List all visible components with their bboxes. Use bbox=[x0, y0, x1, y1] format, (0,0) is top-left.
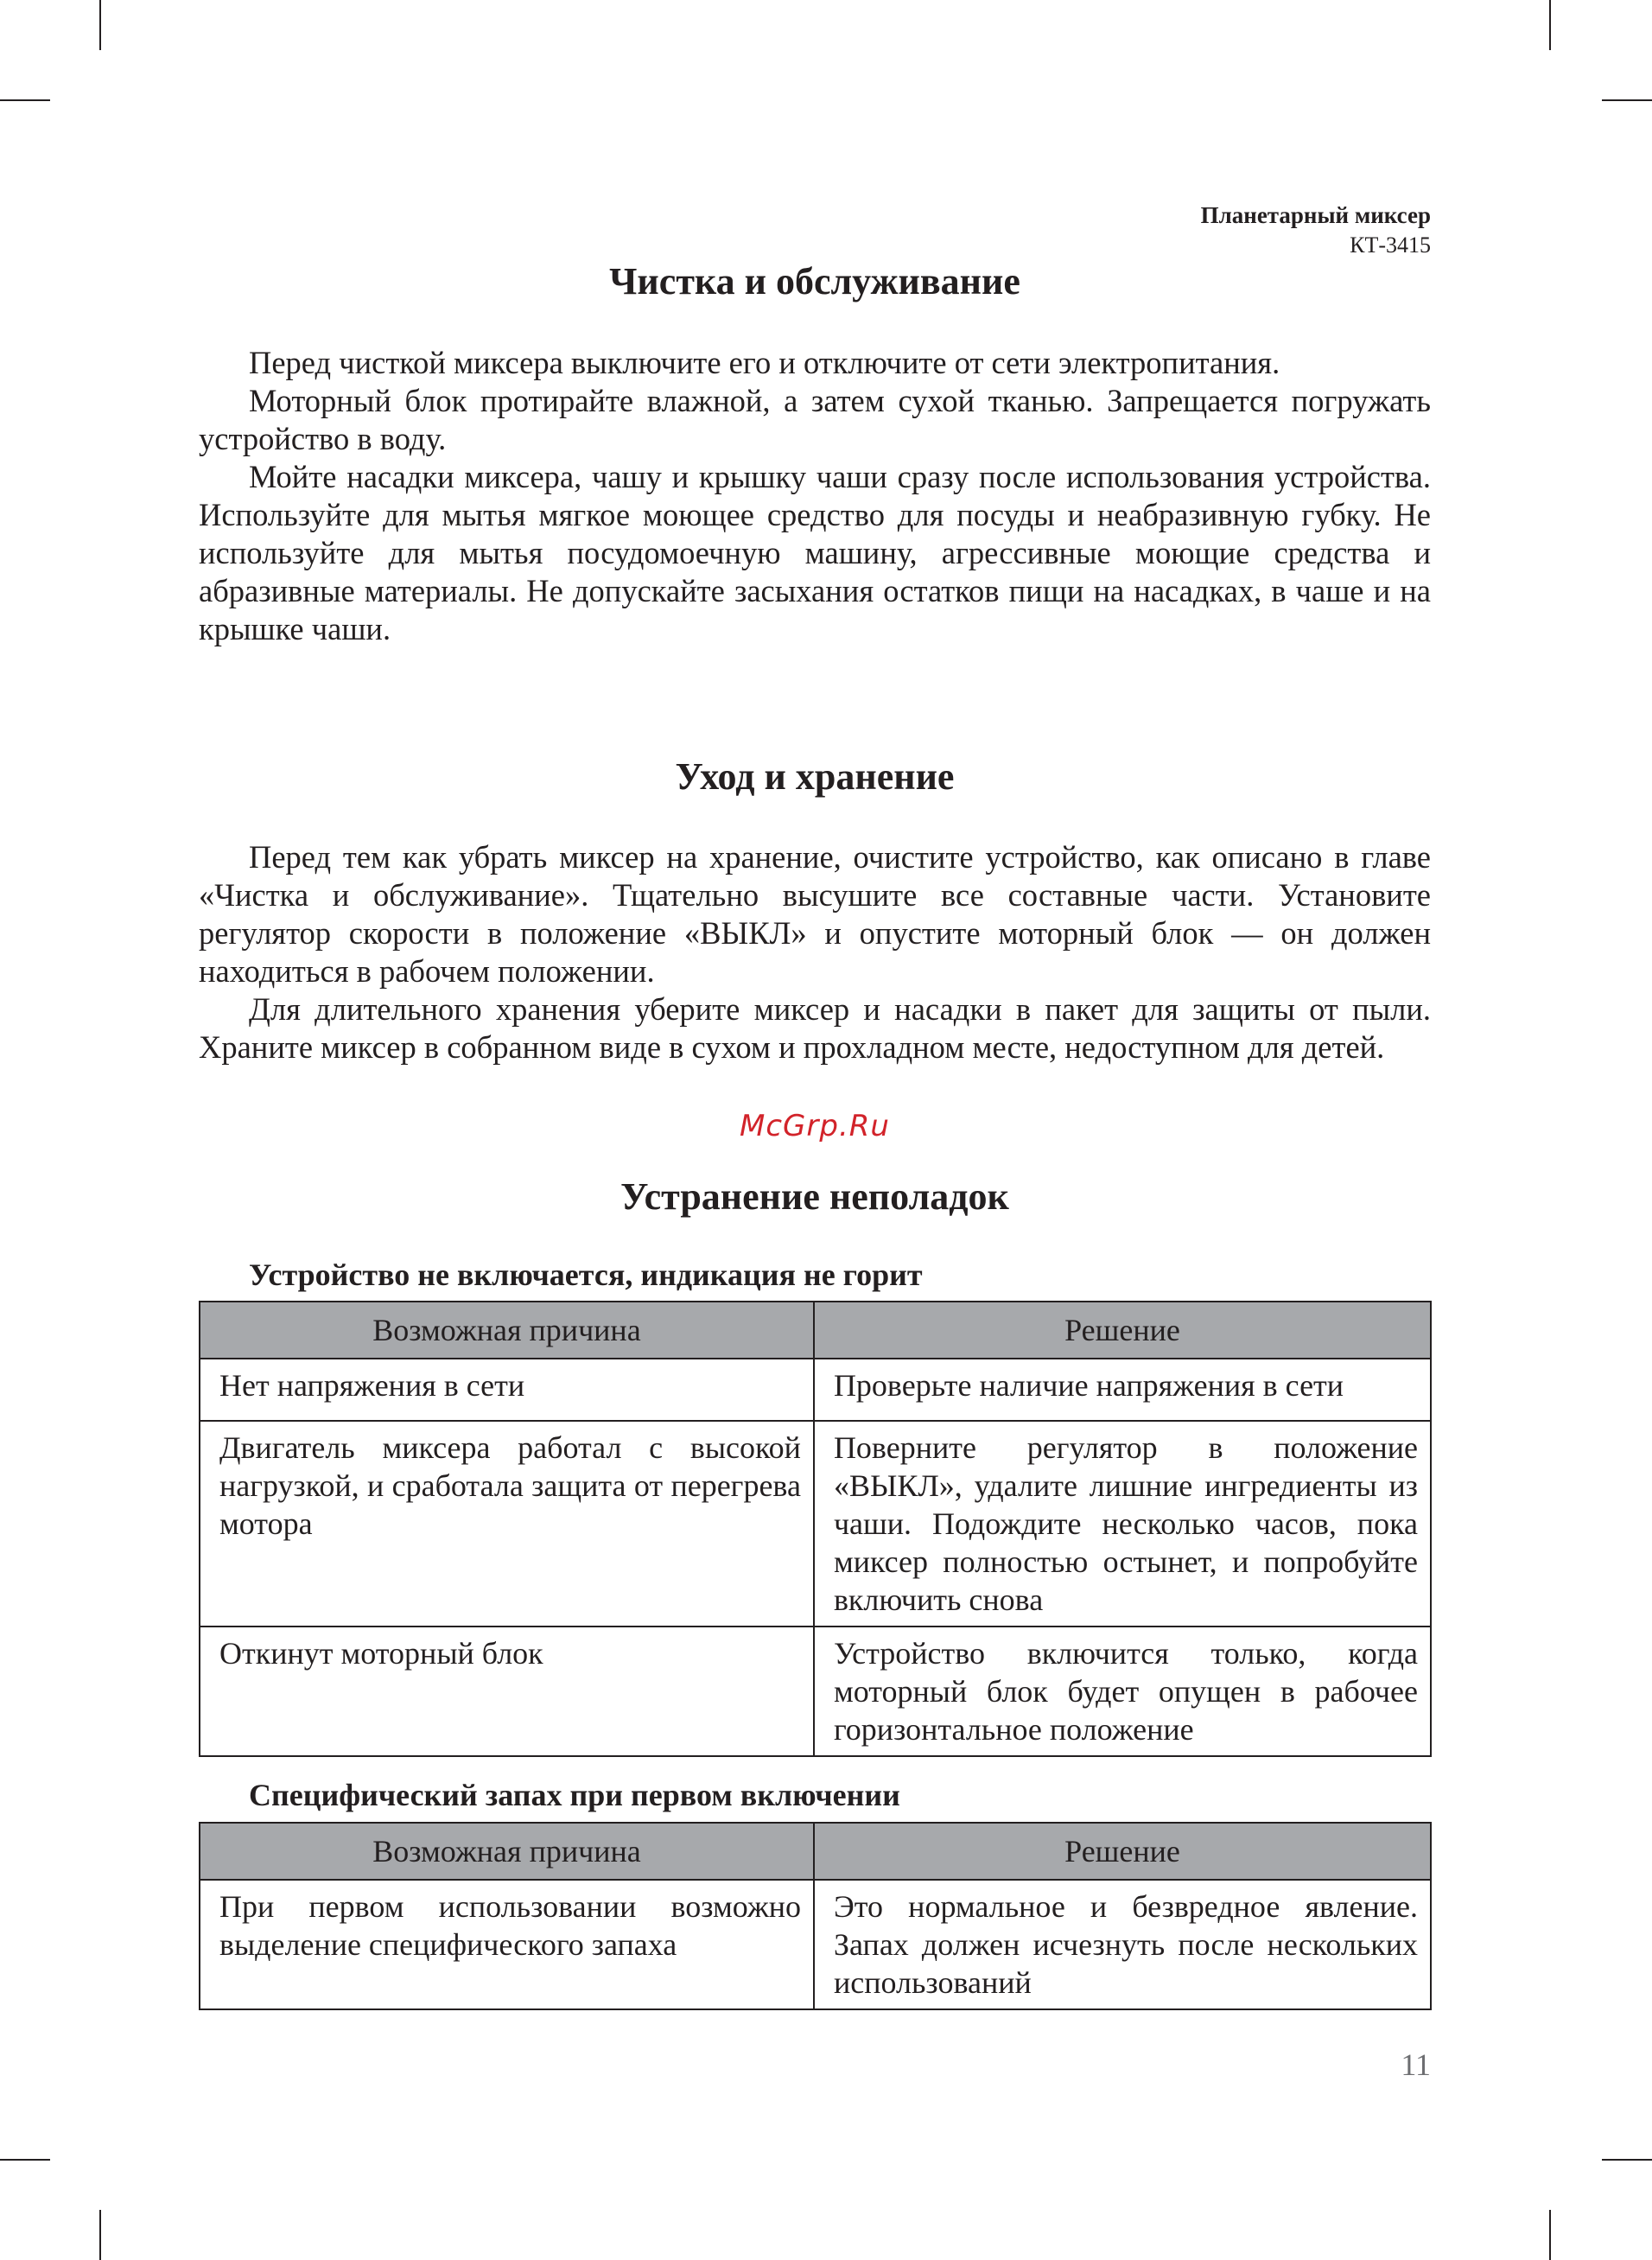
paragraph: Для длительного хранения уберите миксер и насадки в пакет для защиты от пыли. Храните миксер в собранном виде в сухом и прохладном месте, недоступном для детей. bbox=[199, 991, 1431, 1065]
table-row bbox=[200, 1627, 1431, 1756]
crop-mark bbox=[1602, 2159, 1652, 2161]
crop-mark bbox=[0, 2159, 50, 2161]
solution-cell: Устройство включится только, когда моторный блок будет опущен в рабочее горизонтальное положение bbox=[814, 1627, 1431, 1756]
cause-cell: Нет напряжения в сети bbox=[200, 1359, 814, 1421]
watermark: McGrp.Ru bbox=[740, 1109, 890, 1143]
cause-cell: Двигатель миксера работал с высокой нагрузкой, и сработала защита от перегрева мотора bbox=[200, 1421, 814, 1627]
crop-mark bbox=[1549, 2210, 1551, 2260]
page-header bbox=[1201, 201, 1431, 260]
storage-title: Уход и хранение bbox=[675, 755, 955, 798]
crop-mark bbox=[0, 99, 50, 101]
table-header-row bbox=[200, 1302, 1431, 1359]
paragraph: Мойте насадки миксера, чашу и крышку чаши сразу после использования устройства. Используйте для мытья мягкое моющее средство для посуды и неабразивную губку. Не используйте для мытья посудомоечную машину, агрессивные моющие средства и абразивные материалы. Не допускайте засыхания остатков пищи на насадках, в чаше и на крышке чаши. bbox=[199, 459, 1431, 646]
solution-cell: Это нормальное и безвредное явление. Запах должен исчезнуть после нескольких использований bbox=[814, 1880, 1431, 2009]
model-number: КТ-3415 bbox=[1350, 232, 1431, 258]
paragraph: Моторный блок протирайте влажной, а затем сухой тканью. Запрещается погружать устройство в воду. bbox=[199, 383, 1431, 456]
product-name: Планетарный миксер bbox=[1200, 202, 1431, 228]
cleaning-title: Чистка и обслуживание bbox=[609, 260, 1020, 302]
column-header-solution: Решение bbox=[814, 1302, 1431, 1359]
table-heading: Устройство не включается, индикация не горит bbox=[249, 1257, 923, 1292]
cause-cell: Откинут моторный блок bbox=[200, 1627, 814, 1756]
column-header-cause: Возможная причина bbox=[200, 1823, 814, 1880]
table-heading: Специфический запах при первом включении bbox=[249, 1778, 900, 1812]
troubleshooting-table-no-power bbox=[199, 1301, 1432, 1757]
table-row bbox=[200, 1421, 1431, 1627]
crop-mark bbox=[99, 0, 101, 50]
crop-mark bbox=[99, 2210, 101, 2260]
solution-cell: Проверьте наличие напряжения в сети bbox=[814, 1359, 1431, 1421]
troubleshooting-table-odor bbox=[199, 1822, 1432, 2010]
paragraph: Перед чисткой миксера выключите его и отключите от сети электропитания. bbox=[249, 345, 1280, 380]
crop-mark bbox=[1549, 0, 1551, 50]
storage-text bbox=[199, 838, 1431, 1066]
column-header-cause: Возможная причина bbox=[200, 1302, 814, 1359]
paragraph: Перед тем как убрать миксер на хранение, очистите устройство, как описано в главе «Чистка и обслуживание». Тщательно высушите все составные части. Установите регулятор скорости в положение «ВЫКЛ» и опустите моторный блок — он должен находиться в рабочем положении. bbox=[199, 839, 1431, 989]
table-row bbox=[200, 1880, 1431, 2009]
cleaning-text bbox=[199, 344, 1431, 648]
solution-cell: Поверните регулятор в положение «ВЫКЛ», удалите лишние ингредиенты из чаши. Подождите несколько часов, пока миксер полностью остынет, и попробуйте включить снова bbox=[814, 1421, 1431, 1627]
crop-mark bbox=[1602, 99, 1652, 101]
page-number: 11 bbox=[1401, 2047, 1431, 2082]
column-header-solution: Решение bbox=[814, 1823, 1431, 1880]
cause-cell: При первом использовании возможно выделение специфического запаха bbox=[200, 1880, 814, 2009]
table-header-row bbox=[200, 1823, 1431, 1880]
troubleshooting-title: Устранение неполадок bbox=[620, 1175, 1009, 1218]
table-row bbox=[200, 1359, 1431, 1421]
